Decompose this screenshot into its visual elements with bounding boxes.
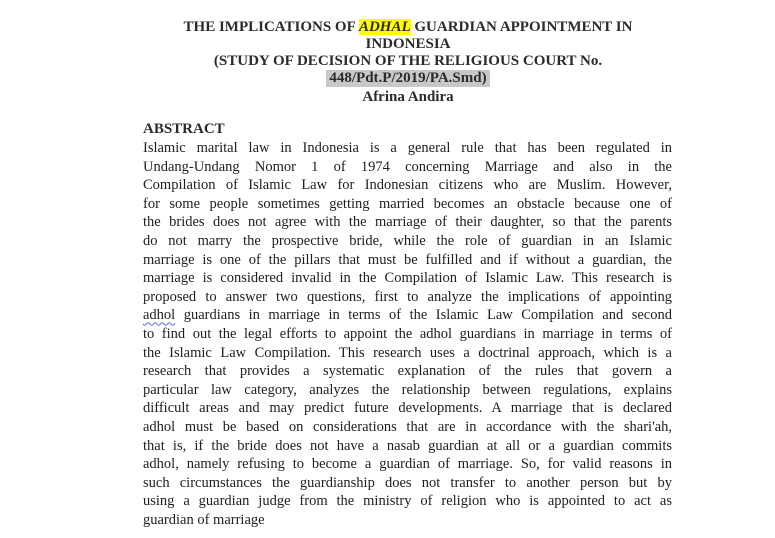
abstract-line: such circumstances the guardianship does not transfer to another person but by <box>143 474 672 491</box>
abstract-line-with-spellcheck <box>143 306 672 325</box>
abstract-line: particular law category, analyzes the relationship between regulations, explains <box>143 381 672 398</box>
title-part-2: GUARDIAN APPOINTMENT IN <box>410 19 633 35</box>
title-part-1: THE IMPLICATIONS OF <box>183 19 359 35</box>
title-line-2: INDONESIA <box>365 36 451 52</box>
abstract-line: marriage is considered invalid in the Compilation of Islamic Law. This research is <box>143 270 672 287</box>
title-block <box>140 19 676 106</box>
abstract-heading: ABSTRACT <box>143 121 225 137</box>
abstract-body <box>143 139 672 529</box>
title-line-1 <box>140 19 676 36</box>
abstract-line: Islamic marital law in Indonesia is a general rule that has been regulated in <box>143 140 672 156</box>
abstract-line: that is, if the bride does not have a nasab guardian at all or a guardian commits <box>143 437 672 454</box>
abstract-line: guardian of marriage <box>143 511 265 528</box>
abstract-line: do not marry the prospective bride, while the role of guardian in an Islamic <box>143 232 672 249</box>
abstract-line: the brides does not agree with the marriage of their daughter, so that the parents <box>143 214 672 231</box>
abstract-line: for some people sometimes getting married becomes an obstacle because one of <box>143 195 672 212</box>
abstract-line: adhol, namely refusing to become a guardian of marriage. So, for valid reasons in <box>143 456 672 473</box>
abstract-line: adhol must be based on considerations that are in accordance with the shari'ah, <box>143 418 672 435</box>
abstract-line: marriage is one of the pillars that must be fulfilled and if without a guardian, the <box>143 251 672 268</box>
title-line-4 <box>140 70 676 87</box>
abstract-line: research that provides a systematic explanation of the rules that govern a <box>143 363 672 380</box>
title-highlight: ADHAL <box>358 19 411 35</box>
abstract-line: Compilation of Islamic Law for Indonesian citizens who are Muslim. However, <box>143 177 672 194</box>
abstract-line: using a guardian judge from the ministry of religion who is appointed to act as <box>143 493 672 510</box>
author-name: Afrina Andira <box>362 89 454 105</box>
abstract-line: proposed to answer two questions, first to analyze the implications of appointing <box>143 288 672 305</box>
abstract-line: the Islamic Law Compilation. This research uses a doctrinal approach, which is a <box>143 344 672 361</box>
abstract-line: difficult areas and may predict future developments. A marriage that is declared <box>143 400 672 417</box>
abstract-line: to find out the legal efforts to appoint the adhol guardians in marriage in terms of <box>143 325 672 342</box>
spellcheck-underlined-word[interactable]: adhol <box>143 307 176 324</box>
abstract-line: Undang-Undang Nomor 1 of 1974 concerning Marriage and also in the <box>143 158 672 175</box>
title-line-3: (STUDY OF DECISION OF THE RELIGIOUS COURT No. <box>213 53 603 69</box>
case-number-highlight: 448/Pdt.P/2019/PA.Smd) <box>326 70 489 87</box>
abstract-line-rest: guardians in marriage in terms of the Islamic Law Compilation and second <box>183 307 672 324</box>
